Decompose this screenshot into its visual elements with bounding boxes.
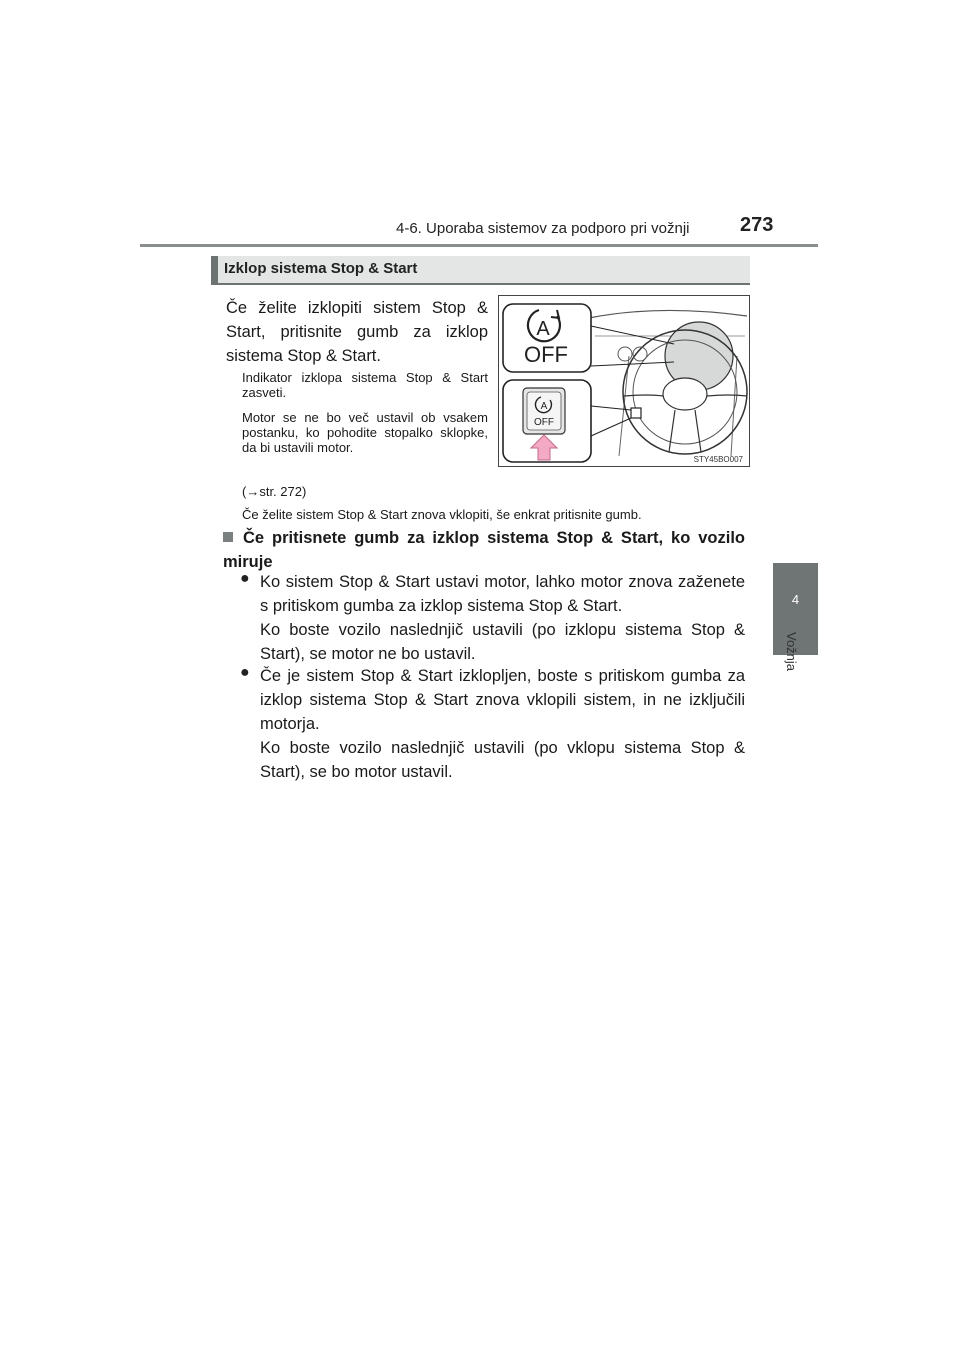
switch-location (631, 408, 641, 418)
dashboard-illustration (499, 296, 749, 466)
subsection-heading (223, 526, 745, 574)
figure-code: STY45BO007 (693, 455, 743, 464)
bullet-item-1-continuation: Ko boste vozilo naslednjič ustavili (po izklopu sistema Stop & Start), se motor ne bo ustavil. (260, 621, 745, 663)
note-engine: Motor se ne bo več ustavil ob vsakem postanku, ko pohodite stopalko sklopke, da bi ustavili motor. (242, 410, 488, 455)
page-number: 273 (740, 214, 774, 236)
note-indicator: Indikator izklopa sistema Stop & Start zasveti. (242, 370, 488, 400)
svg-text:A: A (540, 401, 548, 412)
header-divider (140, 244, 818, 247)
chapter-tab-label: Vožnja (784, 632, 799, 672)
note-engine-reference: (→str. 272) (242, 484, 307, 499)
bullet-dot-icon: ● (240, 570, 250, 587)
chapter-tab-number: 4 (791, 592, 800, 607)
running-header-title: 4-6. Uporaba sistemov za podporo pri vožnji (396, 220, 690, 237)
svg-text:A: A (536, 318, 550, 340)
intro-paragraph: Če želite izklopiti sistem Stop & Start, pritisnite gumb za izklop sistema Stop & Start. (226, 299, 488, 365)
bullet-item-1: Ko sistem Stop & Start ustavi motor, lahko motor znova zaženete s pritiskom gumba za izklop sistema Stop & Start. (260, 573, 745, 615)
section-heading-underline (211, 283, 750, 285)
off-label-small: OFF (534, 417, 554, 428)
bullet-item-2-continuation: Ko boste vozilo naslednjič ustavili (po vklopu sistema Stop & Start), se bo motor ustavil. (260, 739, 745, 781)
bullet-dot-icon: ● (240, 664, 250, 681)
subsection-heading-text: Če pritisnete gumb za izklop sistema Stop & Start, ko vozilo miruje (223, 529, 745, 571)
off-label-large: OFF (524, 342, 568, 367)
section-heading: Izklop sistema Stop & Start (224, 260, 418, 277)
note-reenable: Če želite sistem Stop & Start znova vklopiti, še enkrat pritisnite gumb. (242, 507, 642, 522)
stop-start-button-figure (498, 295, 750, 467)
bullet-item-2: Če je sistem Stop & Start izklopljen, boste s pritiskom gumba za izklop sistema Stop & Start znova vklopili sistem, in ne izključili motorja. (260, 667, 745, 733)
square-bullet-icon (223, 532, 233, 542)
